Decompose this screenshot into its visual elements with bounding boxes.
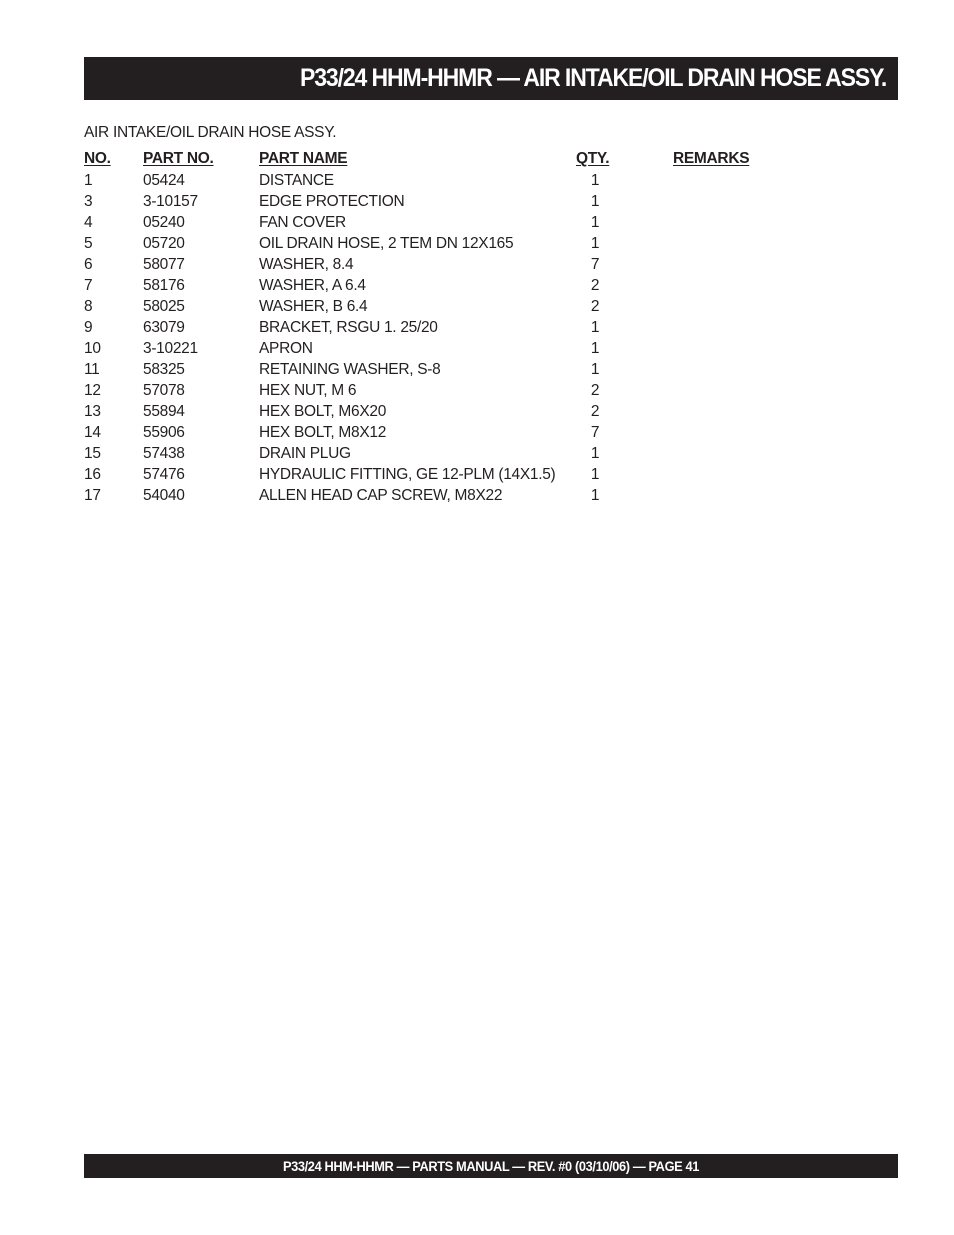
cell-part-no: 57476	[143, 466, 185, 483]
column-header-part-name: PART NAME	[259, 150, 348, 167]
table-body	[84, 171, 898, 507]
table-row	[84, 255, 898, 276]
table-row	[84, 318, 898, 339]
cell-part-name: WASHER, A 6.4	[259, 277, 366, 294]
page-header-bar	[84, 57, 898, 100]
cell-part-no: 05720	[143, 235, 185, 252]
column-header-part-no: PART NO.	[143, 150, 214, 167]
column-header-no: NO.	[84, 150, 111, 167]
cell-part-no: 57438	[143, 445, 185, 462]
cell-no: 10	[84, 340, 101, 357]
cell-qty: 1	[590, 235, 600, 252]
page-title: P33/24 HHM-HHMR — AIR INTAKE/OIL DRAIN HOSE ASSY.	[299, 64, 886, 92]
cell-qty: 1	[590, 466, 600, 483]
column-header-qty: QTY.	[576, 150, 610, 167]
cell-part-no: 55894	[143, 403, 185, 420]
cell-qty: 1	[590, 172, 600, 189]
cell-qty: 1	[590, 340, 600, 357]
section-title: AIR INTAKE/OIL DRAIN HOSE ASSY.	[84, 124, 337, 141]
cell-qty: 2	[590, 277, 600, 294]
cell-part-name: EDGE PROTECTION	[259, 193, 405, 210]
cell-part-name: WASHER, 8.4	[259, 256, 354, 273]
cell-part-no: 58325	[143, 361, 185, 378]
cell-qty: 1	[590, 445, 600, 462]
parts-table	[84, 150, 898, 507]
cell-part-name: APRON	[259, 340, 313, 357]
cell-no: 11	[84, 361, 100, 378]
table-row	[84, 297, 898, 318]
cell-no: 13	[84, 403, 101, 420]
cell-part-name: HYDRAULIC FITTING, GE 12-PLM (14X1.5)	[259, 466, 556, 483]
cell-qty: 2	[590, 298, 600, 315]
cell-no: 5	[84, 235, 93, 252]
cell-no: 9	[84, 319, 93, 336]
cell-part-no: 58176	[143, 277, 185, 294]
cell-part-no: 54040	[143, 487, 185, 504]
cell-qty: 1	[590, 361, 600, 378]
cell-part-no: 63079	[143, 319, 185, 336]
cell-part-no: 58025	[143, 298, 185, 315]
cell-part-name: FAN COVER	[259, 214, 346, 231]
cell-no: 1	[84, 172, 93, 189]
table-row	[84, 171, 898, 192]
table-row	[84, 423, 898, 444]
cell-qty: 1	[590, 319, 600, 336]
table-row	[84, 213, 898, 234]
cell-qty: 1	[590, 193, 600, 210]
cell-no: 17	[84, 487, 101, 504]
cell-no: 6	[84, 256, 93, 273]
cell-no: 3	[84, 193, 93, 210]
cell-part-no: 05240	[143, 214, 185, 231]
cell-qty: 1	[590, 214, 600, 231]
table-row	[84, 234, 898, 255]
cell-part-name: DISTANCE	[259, 172, 334, 189]
cell-part-no: 55906	[143, 424, 185, 441]
cell-qty: 1	[590, 487, 600, 504]
cell-part-name: ALLEN HEAD CAP SCREW, M8X22	[259, 487, 503, 504]
cell-no: 8	[84, 298, 93, 315]
page-footer-text: P33/24 HHM-HHMR — PARTS MANUAL — REV. #0 (03/10/06) — PAGE 41	[282, 1158, 700, 1174]
table-row	[84, 276, 898, 297]
cell-part-no: 3-10157	[143, 193, 198, 210]
cell-qty: 2	[590, 382, 600, 399]
table-row	[84, 465, 898, 486]
table-row	[84, 381, 898, 402]
cell-part-no: 3-10221	[143, 340, 198, 357]
table-row	[84, 360, 898, 381]
table-header-row	[84, 150, 898, 171]
column-header-remarks: REMARKS	[673, 150, 750, 167]
cell-no: 14	[84, 424, 101, 441]
table-row	[84, 339, 898, 360]
cell-qty: 7	[590, 256, 600, 273]
cell-part-no: 05424	[143, 172, 185, 189]
page-footer-bar	[84, 1154, 898, 1178]
cell-part-name: RETAINING WASHER, S-8	[259, 361, 441, 378]
cell-part-name: DRAIN PLUG	[259, 445, 351, 462]
cell-part-no: 57078	[143, 382, 185, 399]
cell-part-name: HEX NUT, M 6	[259, 382, 357, 399]
table-row	[84, 486, 898, 507]
cell-part-name: HEX BOLT, M8X12	[259, 424, 387, 441]
cell-no: 16	[84, 466, 101, 483]
table-row	[84, 402, 898, 423]
cell-no: 4	[84, 214, 93, 231]
cell-no: 7	[84, 277, 93, 294]
cell-part-name: HEX BOLT, M6X20	[259, 403, 387, 420]
cell-part-name: WASHER, B 6.4	[259, 298, 368, 315]
cell-no: 12	[84, 382, 101, 399]
table-row	[84, 444, 898, 465]
cell-qty: 7	[590, 424, 600, 441]
cell-part-name: OIL DRAIN HOSE, 2 TEM DN 12X165	[259, 235, 514, 252]
cell-no: 15	[84, 445, 101, 462]
cell-part-name: BRACKET, RSGU 1. 25/20	[259, 319, 438, 336]
cell-part-no: 58077	[143, 256, 185, 273]
table-row	[84, 192, 898, 213]
cell-qty: 2	[590, 403, 600, 420]
